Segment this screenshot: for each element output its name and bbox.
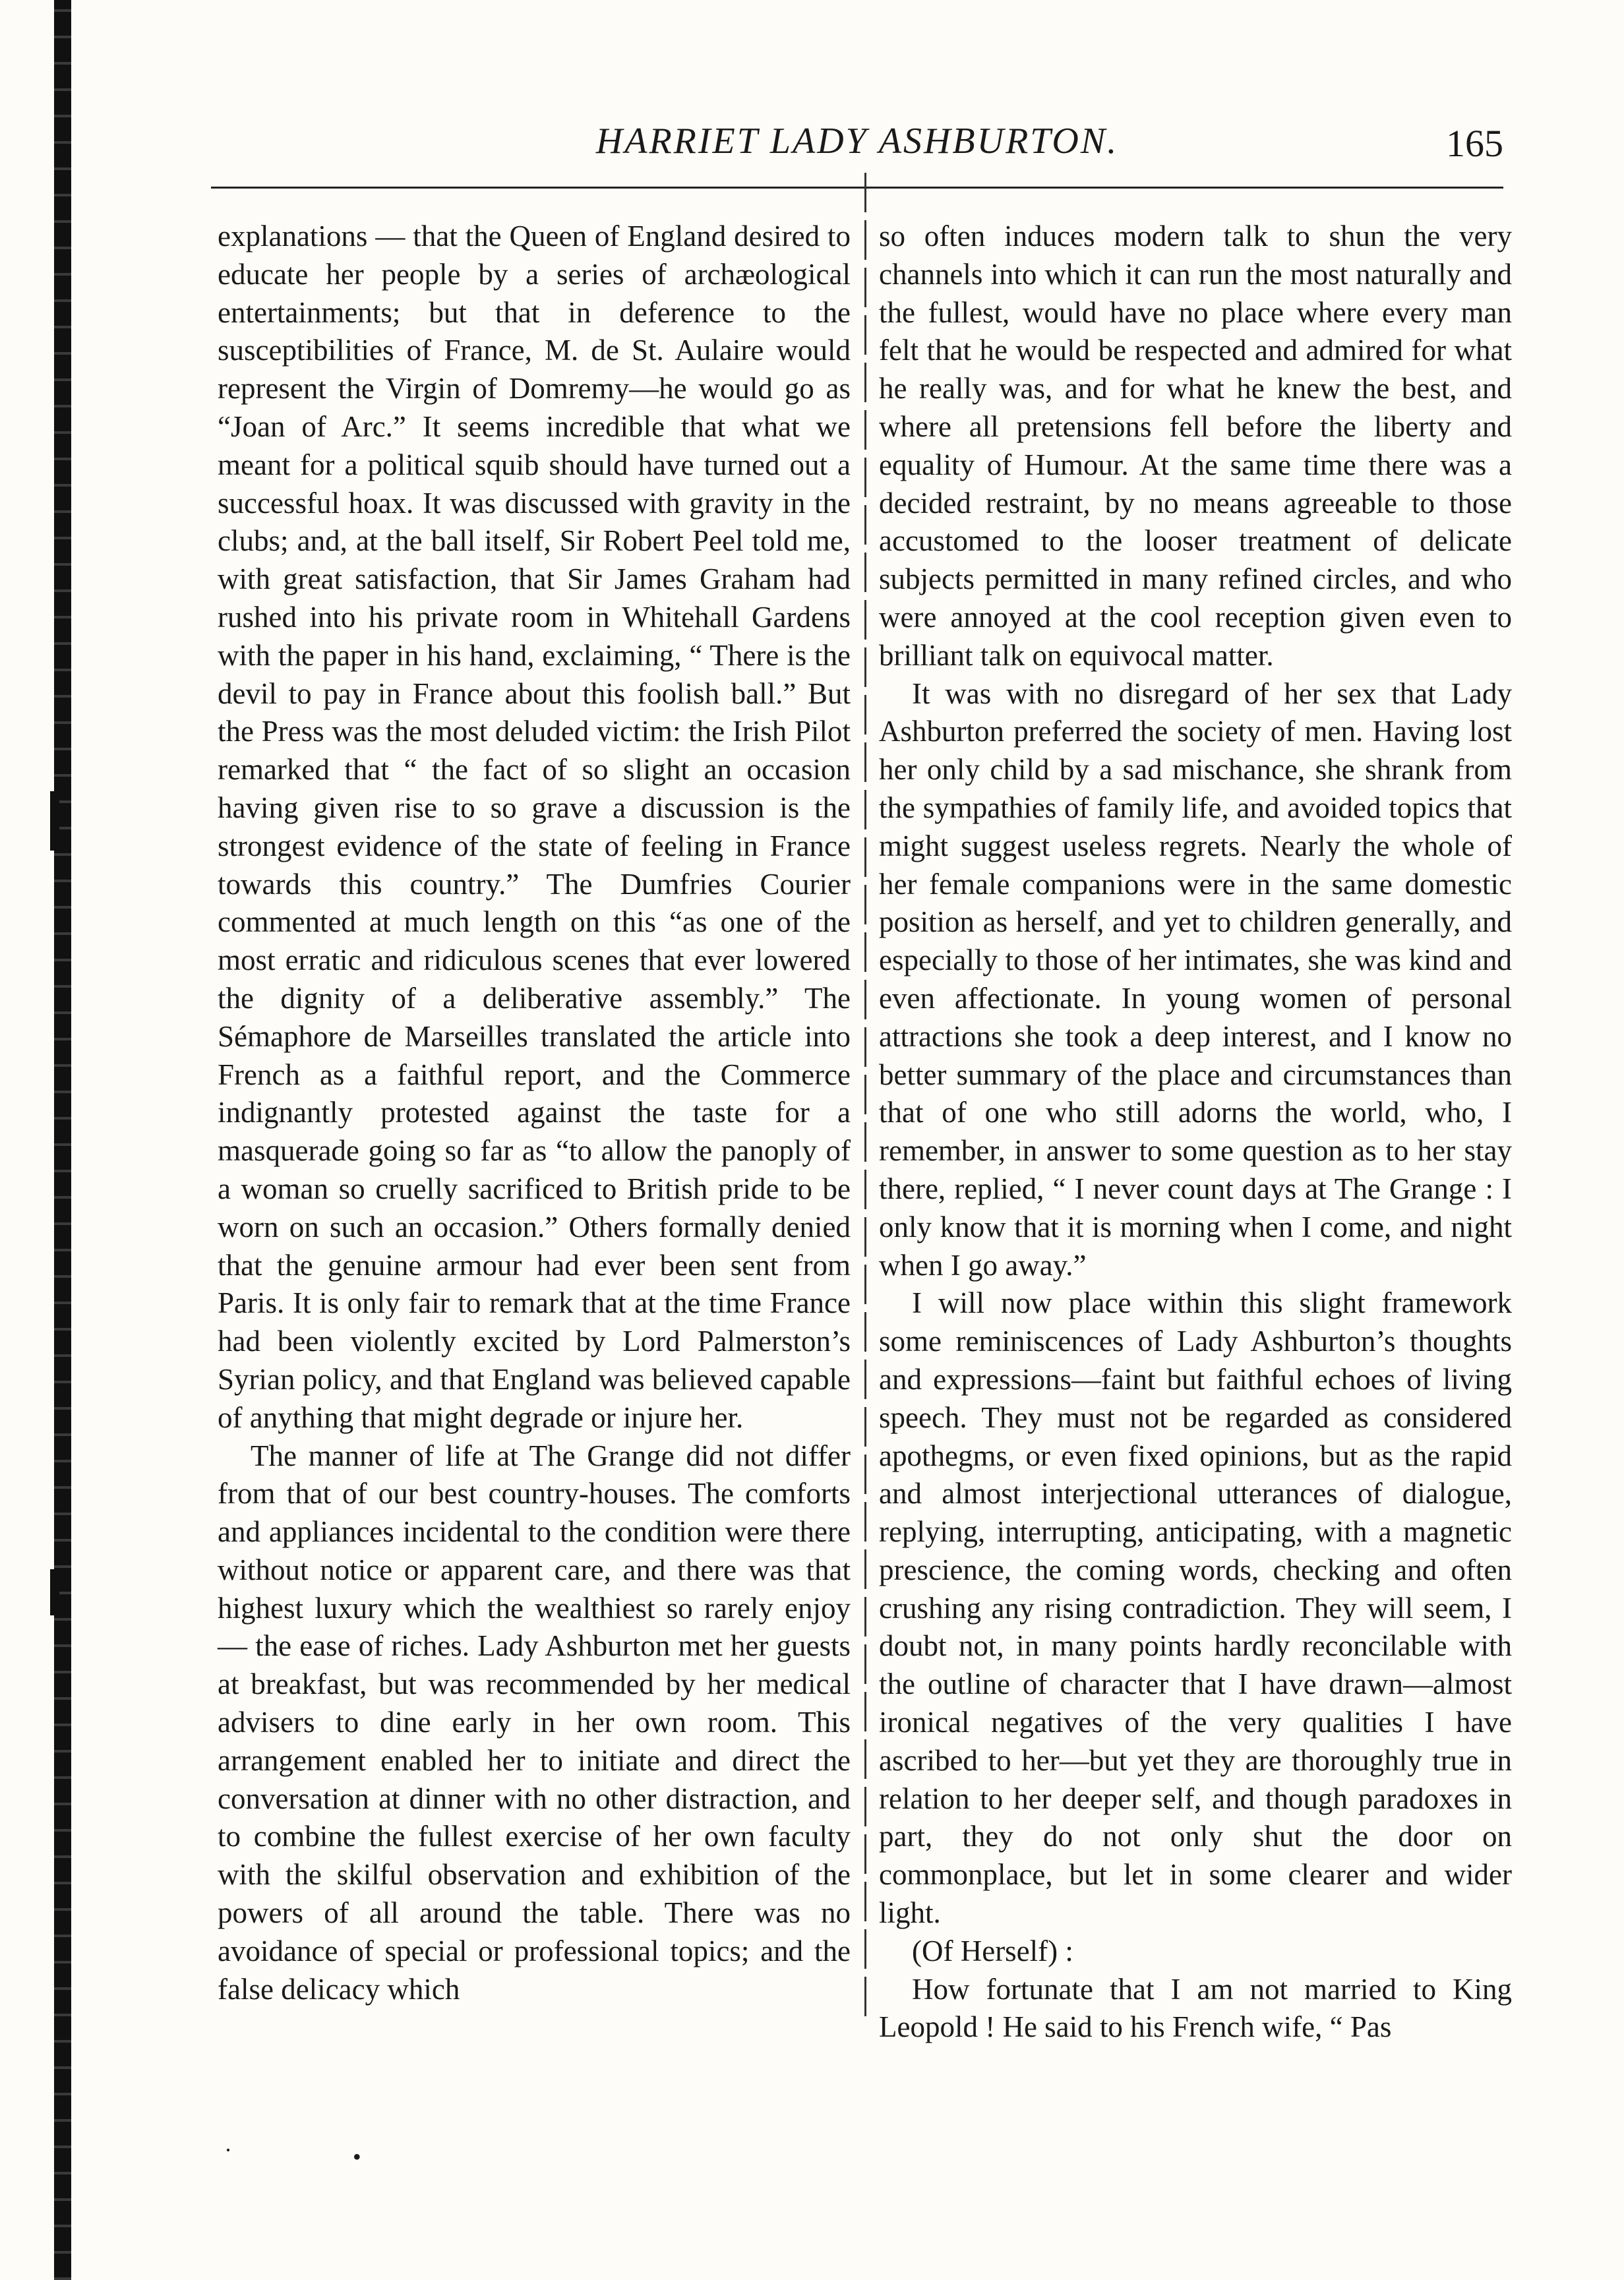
column-divider <box>864 173 866 2019</box>
page-header <box>211 120 1503 165</box>
paragraph: It was with no disregard of her sex that Lady Ashburton preferred the society of men. Having lost her only child by a sad mischance, she shrank from the sympathies of family life, and avoided topics that might suggest useless regrets. Nearly the whole of her female companions were in the same domestic position as herself, and yet to children generally, and especially to those of her intimates, she was kind and even affectionate. In young women of personal attractions she took a deep interest, and I know no better summary of the place and circumstances than that of one who still adorns the world, who, I remember, in answer to some question as to her stay there, replied, “ I never count days at The Grange : I only know that it is morning when I come, and night when I go away.” <box>879 676 1512 1282</box>
paragraph: How fortunate that I am not married to King Leopold ! He said to his French wife, “ Pas <box>879 1972 1512 2044</box>
running-title: HARRIET LADY ASHBURTON. <box>595 121 1119 162</box>
ink-speck: · <box>224 2137 232 2163</box>
paragraph: explanations — that the Queen of England desired to educate her people by a series of archæological entertainments; but that in deference to the susceptibilities of France, M. de St. Aulaire would represent the Virgin of Domremy—he would go as “Joan of Arc.” It seems incredible that what we meant for a political squib should have turned out a successful hoax. It was discussed with gravity in the clubs; and, at the ball itself, Sir Robert Peel told me, with great satisfaction, that Sir James Graham had rushed into his private room in Whitehall Gardens with the paper in his hand, exclaiming, “ There is the devil to pay in France about this foolish ball.” But the Press was the most deluded victim: the Irish Pilot remarked that “ the fact of so slight an occasion having given rise to so grave a discussion is the strongest evidence of the state of feeling in France towards this country.” The Dumfries Courier commented at much length on this “as one of the most erratic and ridiculous scenes that ever lowered the dignity of a deliberative assembly.” The Sémaphore de Marseilles translated the article into French as a faithful report, and the Commerce indignantly protested against the taste for a masquerade going so far as “to allow the panoply of a woman so cruelly sacrificed to British pride to be worn on such an occasion.” Others formally denied that the genuine armour had ever been sent from Paris. It is only fair to remark that at the time France had been violently excited by Lord Palmerston’s Syrian policy, and that England was believed capable of anything that might degrade or injure her. <box>218 220 851 1434</box>
book-binding-edge <box>54 0 71 2280</box>
page-number: 165 <box>1446 122 1503 165</box>
ink-speck: • <box>353 2144 361 2170</box>
header-rule <box>211 187 1503 189</box>
binding-notch <box>50 1569 59 1615</box>
left-column <box>218 218 851 2008</box>
paragraph: I will now place within this slight framework some reminiscences of Lady Ashburton’s thoughts and expressions—faint but faithful echoes of living speech. They must not be regarded as considered apothegms, or even fixed opinions, but as the rapid and almost interjectional utterances of dialogue, replying, interrupting, anticipating, with a magnetic prescience, the coming words, checking and often crushing any rising contradiction. They will seem, I doubt not, in many points hardly reconcilable with the outline of character that I have drawn—almost ironical negatives of the very qualities I have ascribed to her—but yet they are thoroughly true in relation to her deeper self, and though paradoxes in part, they do not only shut the door on commonplace, but let in some clearer and wider light. <box>879 1286 1512 1930</box>
right-column <box>879 218 1512 2047</box>
paragraph: The manner of life at The Grange did not differ from that of our best country-houses. The comforts and appliances incidental to the condition were there without notice or apparent care, and there was that highest luxury which the wealthiest so rarely enjoy — the ease of riches. Lady Ashburton met her guests at breakfast, but was recommended by her medical advisers to dine early in her own room. This arrangement enabled her to initiate and direct the conversation at dinner with no other distraction, and to combine the fullest exercise of her own faculty with the skilful observation and exhibition of the powers of all around the table. There was no avoidance of special or professional topics; and the false delicacy which <box>218 1439 851 2006</box>
binding-notch <box>50 791 59 851</box>
paragraph: so often induces modern talk to shun the very channels into which it can run the most naturally and the fullest, would have no place where every man felt that he would be respected and admired for what he really was, and for what he knew the best, and where all pretensions fell before the liberty and equality of Humour. At the same time there was a decided restraint, by no means agreeable to those accustomed to the looser treatment of delicate subjects permitted in many refined circles, and who were annoyed at the cool reception given even to brilliant talk on equivocal matter. <box>879 220 1512 672</box>
section-label: (Of Herself) : <box>912 1934 1073 1967</box>
